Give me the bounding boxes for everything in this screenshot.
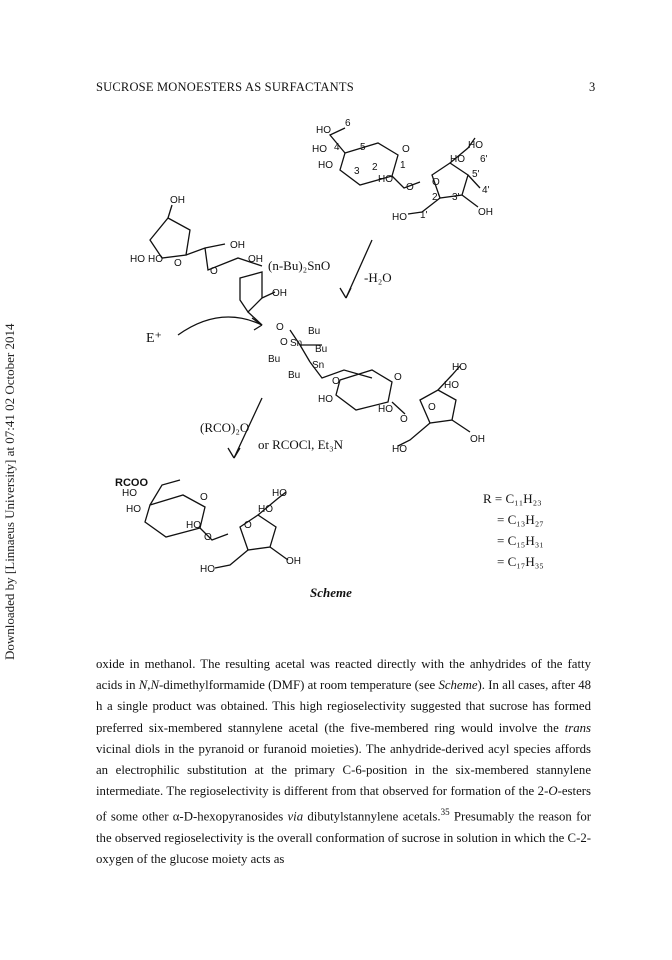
bu-label-4: Bu (288, 370, 301, 381)
reagent-acyl-chloride: or RCOCl, Et₃N (258, 437, 344, 452)
atom-oh-mid: OH (470, 434, 485, 445)
atom-o-mid-fru: O (428, 402, 436, 413)
scheme-caption: Scheme (310, 585, 352, 600)
atom-n4: 4 (334, 142, 340, 153)
atom-o-mid-ring: O (394, 372, 402, 383)
atom-oh-left3: OH (230, 240, 245, 251)
atom-n6: 6 (345, 118, 351, 129)
sn-atom-1: Sn (290, 338, 303, 349)
download-watermark: Downloaded by [Linnaeus University] at 07:41 02 October 2014 (2, 323, 17, 660)
r-group-1: R = C₁₁H₂₃ (483, 491, 542, 506)
reagent-water-loss: -H₂O (364, 270, 392, 285)
atom-ho-prod4: HO (272, 488, 287, 499)
body-paragraph (96, 654, 591, 870)
atom-ho-1p: HO (392, 212, 407, 223)
text-run: -dimethylformamide (DMF) at room temperature (see (158, 678, 439, 693)
text-run: Presumably the reason for the observed regioselectivity is the overall conformation of sucrose in solution in which the C-2-oxygen of the glucose moiety acts as (96, 809, 591, 867)
reagent-anhydride: (RCO)₂O (200, 420, 250, 435)
atom-oh-prod: OH (286, 556, 301, 567)
atom-ho-mid4: HO (444, 380, 459, 391)
atom-o-prod-ring: O (200, 492, 208, 503)
text-smallcaps-d: D (183, 809, 193, 824)
atom-ho-prod3: HO (186, 520, 201, 531)
text-italic-o: O (548, 784, 558, 799)
sn-atom-2: Sn (312, 360, 325, 371)
atom-ho-2: HO (378, 174, 393, 185)
bu-label-1: Bu (308, 326, 321, 337)
atom-o-fru: O (432, 177, 440, 188)
atom-n2: 2 (372, 162, 378, 173)
atom-ho-mid2: HO (378, 404, 393, 415)
atom-oh-left4: OH (248, 254, 263, 265)
atom-n2p: 2' (432, 192, 440, 203)
text-italic-trans: trans (564, 720, 591, 735)
atom-n5: 5 (360, 142, 366, 153)
atom-ho-left1: HO (130, 254, 145, 265)
atom-ho-prod5: HO (258, 504, 273, 515)
r-group-4: = C₁₇H₃₅ (497, 554, 544, 569)
atom-n6p: 6' (480, 154, 488, 165)
running-header-title: SUCROSE MONOESTERS AS SURFACTANTS (96, 80, 354, 94)
atom-ho-prod2: HO (126, 504, 141, 515)
atom-ho-left2: HO (148, 254, 163, 265)
atom-o-sn: O (276, 322, 284, 333)
reagent-tin-oxide: (n-Bu)₂SnO (268, 258, 331, 273)
atom-n4p: 4' (482, 185, 490, 196)
text-run: -esters of some other α- (96, 784, 591, 824)
atom-ho-prod1: HO (122, 488, 137, 499)
acyl-ester-label: RCOO (115, 477, 148, 489)
bu-label-3: Bu (268, 354, 281, 365)
page-number: 3 (589, 80, 596, 94)
r-group-2: = C₁₃H₂₇ (497, 512, 544, 527)
atom-o-mid: O (332, 376, 340, 387)
atom-o-glyc: O (406, 182, 414, 193)
atom-n1p: 1' (420, 210, 428, 221)
atom-o-sn2: O (280, 337, 288, 348)
atom-ho-mid3: HO (452, 362, 467, 373)
atom-n1: 1 (400, 160, 406, 171)
atom-ho-3: HO (318, 160, 333, 171)
atom-n3p: 3' (452, 192, 460, 203)
atom-ho-6p: HO (468, 140, 483, 151)
atom-n3: 3 (354, 166, 360, 177)
text-run: vicinal diols in the pyranoid or furanoid moieties). The anhydride-derived acyl species affords an electrophilic substitution at the primary C-6-position in the six-membered stannylene intermediate. The regioselectivity is different from that observed for formation of the 2- (96, 741, 591, 799)
atom-n5p: 5' (472, 169, 480, 180)
text-run: dibutylstannylene acetals. (303, 809, 441, 824)
atom-o-left2: O (210, 266, 218, 277)
atom-oh-left: OH (170, 195, 185, 206)
atom-ho-mid1: HO (318, 394, 333, 405)
atom-o-prod-glyc: O (204, 532, 212, 543)
citation-superscript: 35 (440, 807, 450, 818)
atom-ho-3p: HO (450, 154, 465, 165)
atom-ho-6: HO (316, 125, 331, 136)
electrophile-label: E⁺ (146, 331, 162, 346)
atom-o-ring: O (402, 144, 410, 155)
atom-oh-4p: OH (478, 207, 493, 218)
atom-o-prod-fru: O (244, 520, 252, 531)
text-run: -hexopyranosides (192, 809, 288, 824)
atom-ho-4: HO (312, 144, 327, 155)
text-italic: N,N (138, 678, 159, 693)
r-group-3: = C₁₅H₃₁ (497, 533, 544, 548)
text-run: ). In all cases, after 48 h a single product was obtained. This high regioselectivity suggested that sucrose has formed preferred six-membered stannylene acetal (the five-membered ring would involve the (96, 678, 591, 735)
atom-ho-prod6: HO (200, 564, 215, 575)
text-run: oxide in methanol. The resulting acetal was reacted directly with the anhydrides of the fatty acids in (96, 657, 591, 693)
text-italic-via: via (287, 809, 304, 824)
bu-label-2: Bu (315, 344, 328, 355)
atom-o-mid-glyc: O (400, 414, 408, 425)
atom-oh-left5: OH (272, 288, 287, 299)
text-italic-scheme-ref: Scheme (438, 678, 478, 693)
atom-o-left: O (174, 258, 182, 269)
atom-ho-mid5: HO (392, 444, 407, 455)
